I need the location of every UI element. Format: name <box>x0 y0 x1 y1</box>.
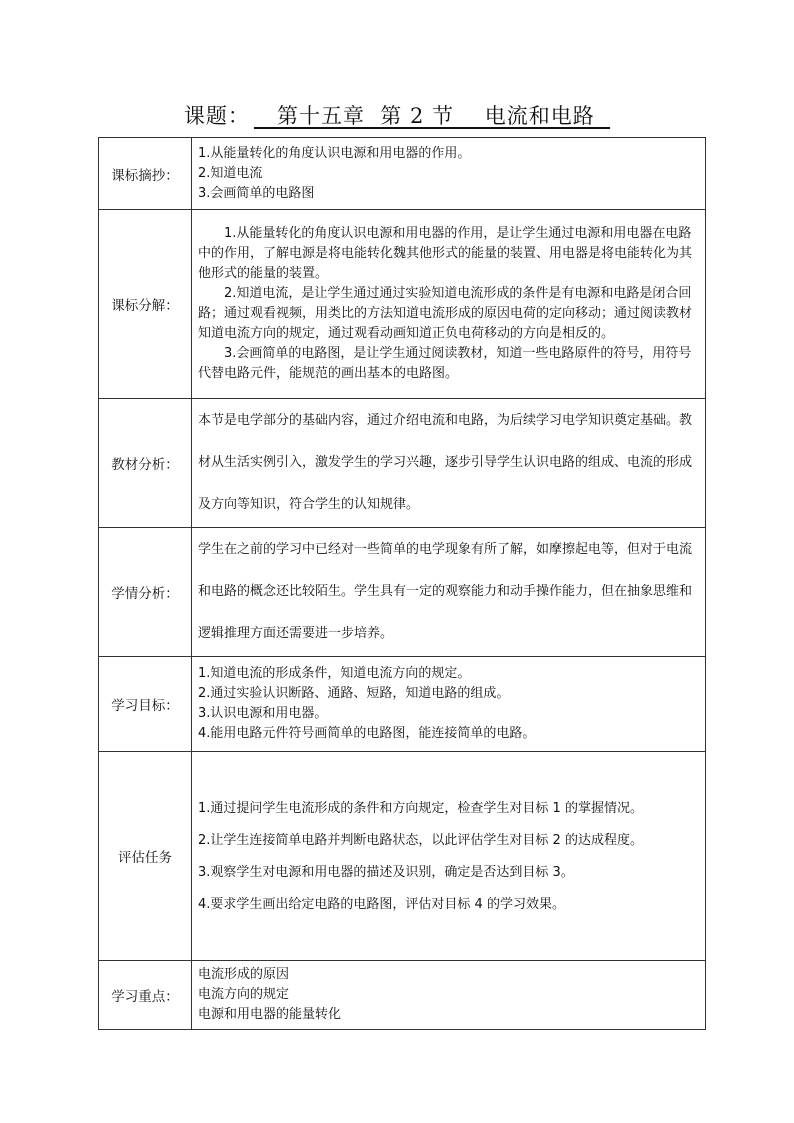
content-paragraph: 学生在之前的学习中已经对一些简单的电学现象有所了解，如摩擦起电等，但对于电流和电路的概念还比较陌生。学生具有一定的观察能力和动手操作能力，但在抽象思维和逻辑推理方面还需要进一步培养。 <box>198 542 693 641</box>
content-paragraph: 3.观察学生对电源和用电器的描述及识别，确定是否达到目标 3。 <box>198 865 574 880</box>
row-heading: 学情分析： <box>99 528 192 657</box>
lesson-plan-table <box>98 137 706 1030</box>
row-heading: 课标分解： <box>99 210 192 399</box>
content-paragraph: 本节是电学部分的基础内容，通过介绍电流和电路，为后续学习电学知识奠定基础。教材从生活实例引入，激发学生的学习兴趣，逐步引导学生认识电路的组成、电流的形成及方向等知识，符合学生的认知规律。 <box>198 413 693 512</box>
content-line: 4.能用电路元件符号画简单的电路图，能连接简单的电路。 <box>198 726 536 741</box>
row-content <box>192 210 706 399</box>
lesson-title <box>0 100 794 130</box>
title-topic: 第十五章 第 2 节 电流和电路 <box>253 104 611 128</box>
content-paragraph: 3.会画简单的电路图，是让学生通过阅读教材，知道一些电路原件的符号，用符号代替电路元件，能规范的画出基本的电路图。 <box>198 346 692 381</box>
row-standards-excerpt <box>99 138 706 210</box>
content-line: 3.会画简单的电路图 <box>198 185 315 201</box>
content-line: 2.知道电流 <box>198 165 263 181</box>
content-paragraph: 1.从能量转化的角度认识电源和用电器的作用，是让学生通过电源和用电器在电路中的作用，了解电源是将电能转化魏其他形式的能量的装置、用电器是将电能转化为其他形式的能量的装置。 <box>198 226 693 281</box>
row-heading: 学习重点： <box>99 961 192 1030</box>
row-heading: 评估任务 <box>99 752 192 961</box>
content-paragraph: 4.要求学生画出给定电路的电路图，评估对目标 4 的学习效果。 <box>198 897 565 912</box>
content-line: 电源和用电器的能量转化 <box>198 1007 342 1022</box>
content-paragraph: 2.知道电流，是让学生通过通过实验知道电流形成的条件是有电源和电路是闭合回路；通过观看视频，用类比的方法知道电流形成的原因电荷的定向移动；通过阅读教材知道电流方向的规定，通过观看动画知道正负电荷移动的方向是相反的。 <box>198 286 693 341</box>
content-paragraph: 1.通过提问学生电流形成的条件和方向规定，检查学生对目标 1 的掌握情况。 <box>198 801 643 816</box>
row-content <box>192 657 706 752</box>
row-heading: 课标摘抄： <box>99 138 192 210</box>
content-line: 电流形成的原因 <box>198 967 290 982</box>
row-textbook-analysis <box>99 399 706 528</box>
content-line: 1.知道电流的形成条件，知道电流方向的规定。 <box>198 666 471 681</box>
row-standards-breakdown <box>99 210 706 399</box>
row-content <box>192 138 706 210</box>
row-content <box>192 752 706 961</box>
title-label: 课题： <box>183 104 250 128</box>
content-line: 2.通过实验认识断路、通路、短路，知道电路的组成。 <box>198 686 510 701</box>
content-line: 1.从能量转化的角度认识电源和用电器的作用。 <box>198 145 471 161</box>
content-line: 3.认识电源和用电器。 <box>198 706 328 721</box>
row-assessment-tasks <box>99 752 706 961</box>
row-heading: 学习目标： <box>99 657 192 752</box>
row-heading: 教材分析： <box>99 399 192 528</box>
row-learning-objectives <box>99 657 706 752</box>
row-content <box>192 399 706 528</box>
row-content <box>192 961 706 1030</box>
row-key-points <box>99 961 706 1030</box>
row-content <box>192 528 706 657</box>
content-paragraph: 2.让学生连接简单电路并判断电路状态，以此评估学生对目标 2 的达成程度。 <box>198 833 643 848</box>
content-line: 电流方向的规定 <box>198 987 290 1002</box>
row-learner-analysis <box>99 528 706 657</box>
